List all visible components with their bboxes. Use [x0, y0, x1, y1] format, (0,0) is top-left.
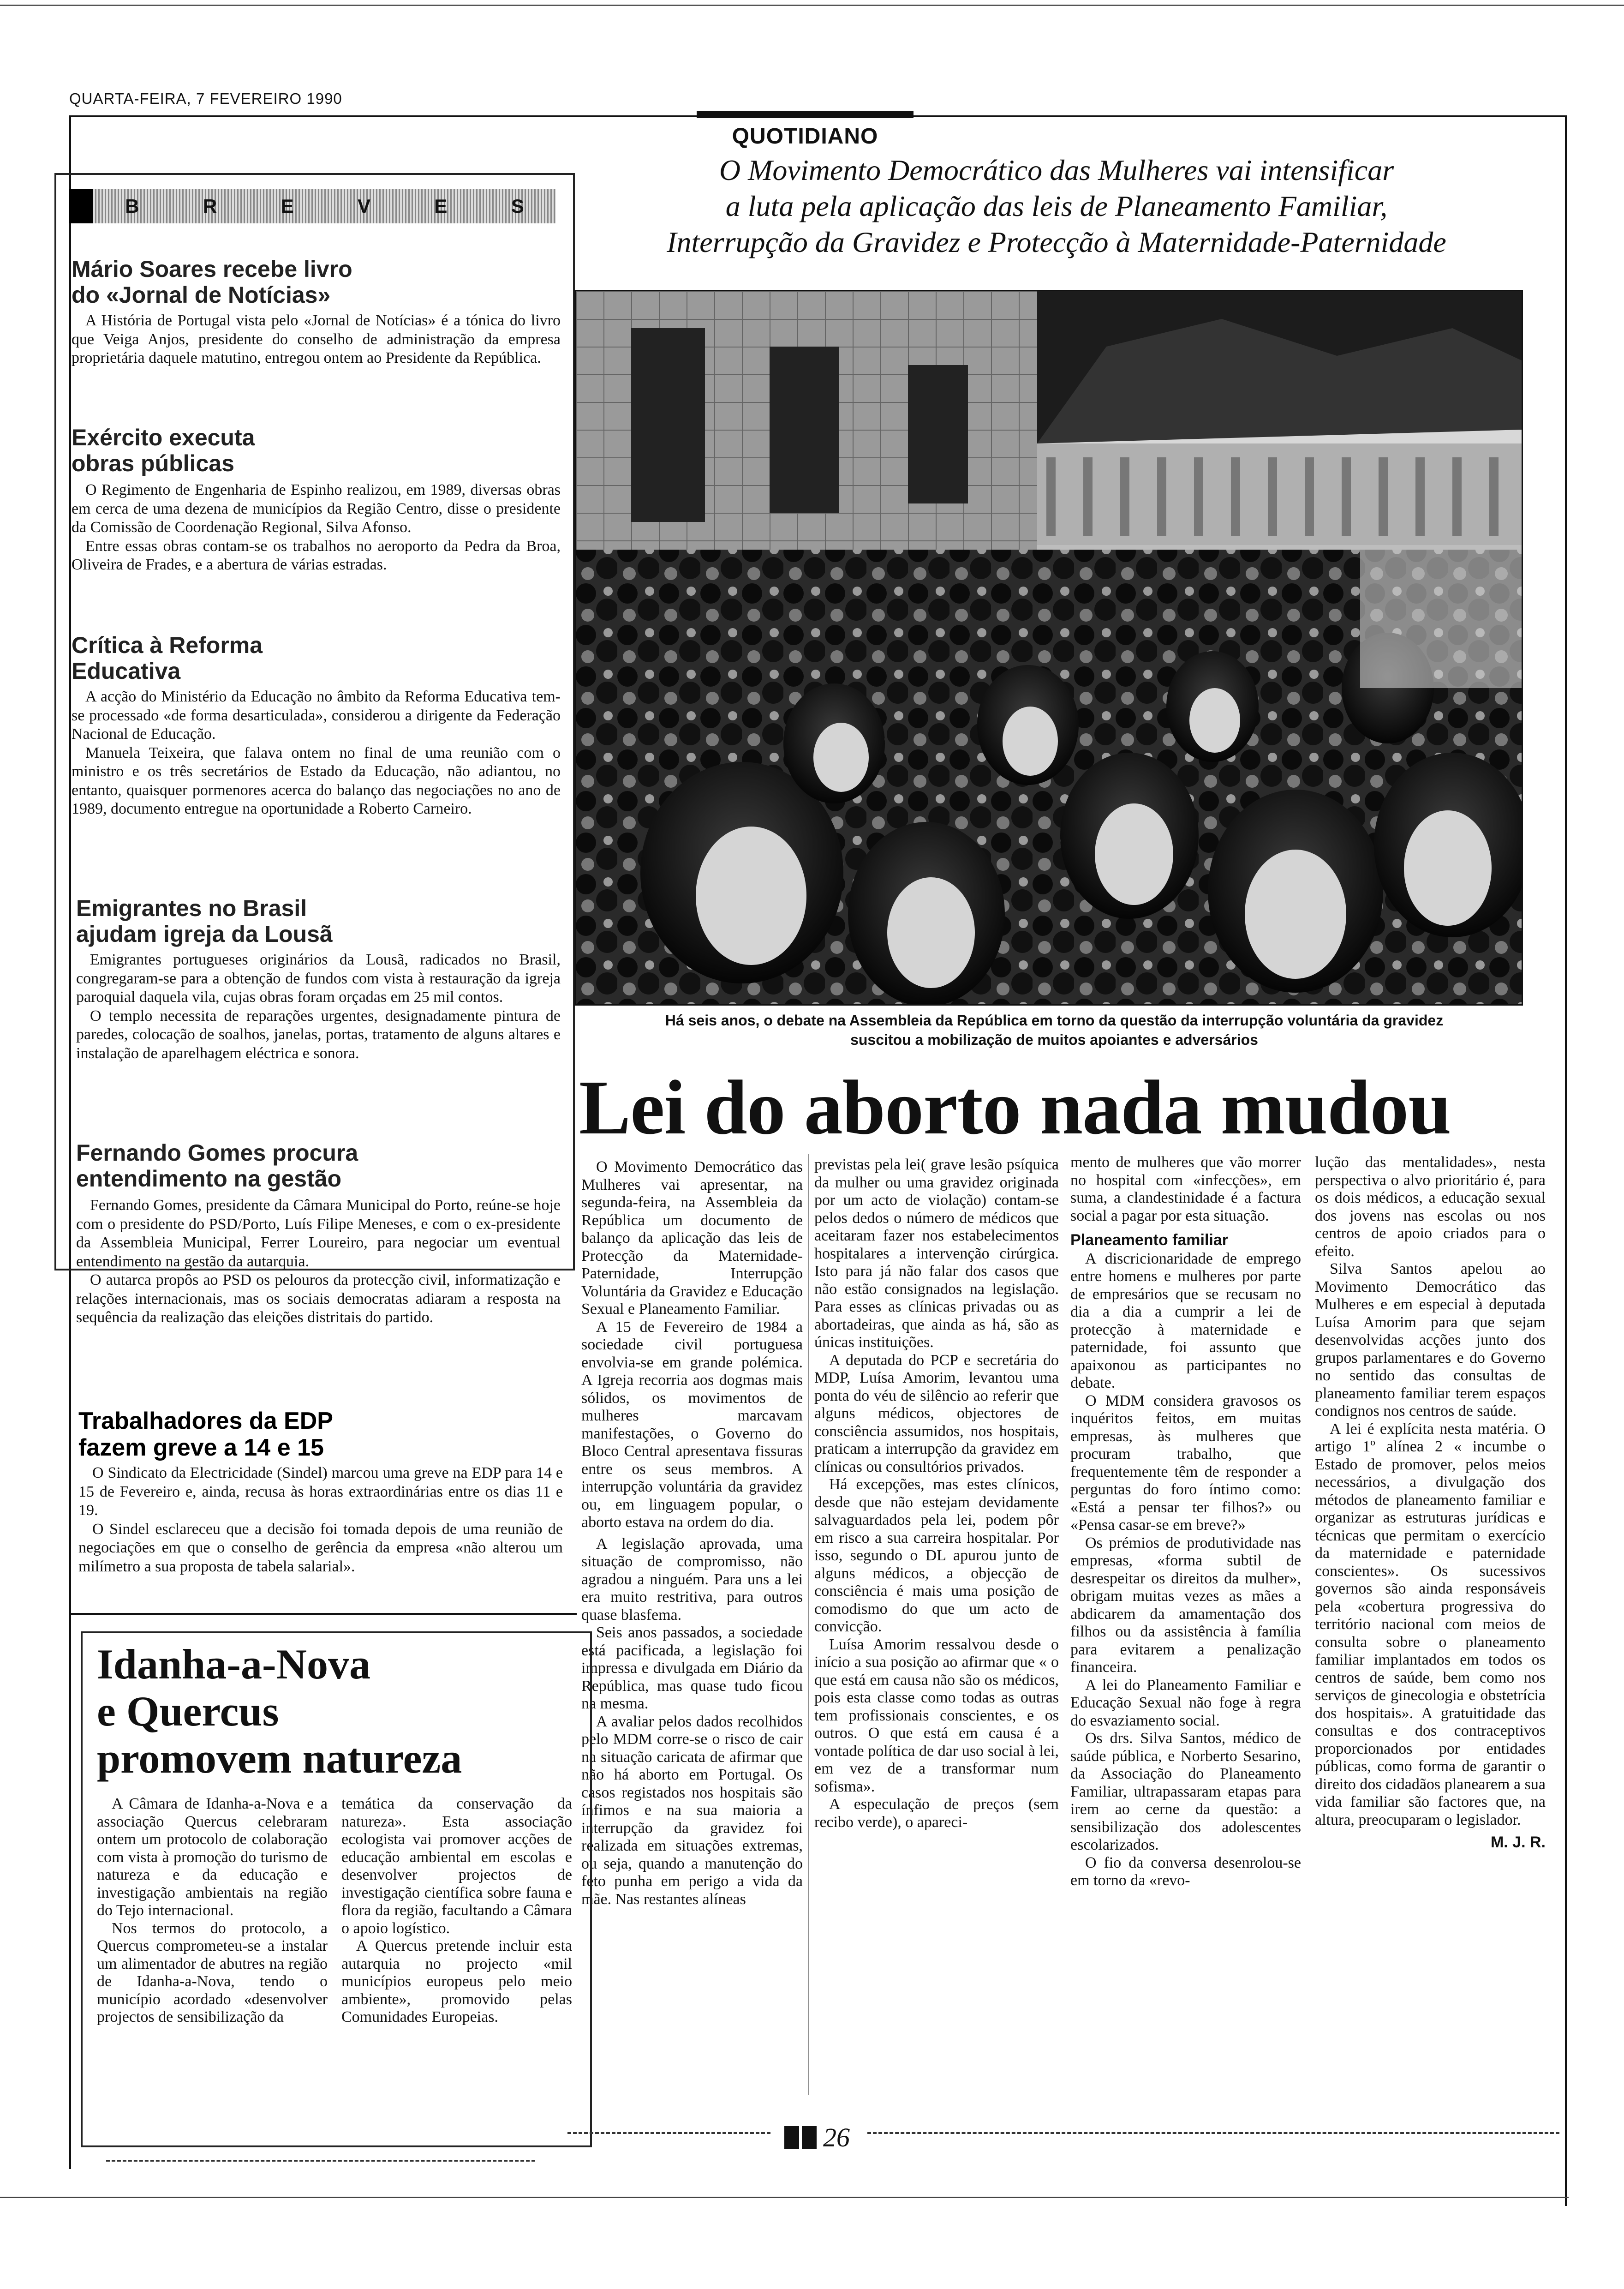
page-number: 26	[823, 2122, 850, 2152]
article-paragraph: previstas pela lei( grave lesão psíquica da mulher ou uma gravidez originada por um acto de violação) contam-se pelos dedos o número de médicos que aceitaram fazer nos estabelecimentos hospitalares a intervenção cirúrgica. Isto para já não falar dos casos que não estão consignados na legislação. Para esses as clínicas privadas ou as abortadeiras, que ainda as há, são as únicas instituições.	[814, 1156, 1059, 1351]
breve-title	[72, 632, 561, 684]
article-paragraph: A lei do Planeamento Familiar e Educação Sexual não foge à regra do esvaziamento social.	[1070, 1676, 1301, 1729]
article-paragraph: Silva Santos apelou ao Movimento Democrático das Mulheres e em especial à deputada Luísa Amorim para que sejam desenvolvidas acções junto dos grupos parlamentares e do Governo no sentido das consultas de planeamento familiar terem espaços condignos nos centros de saúde.	[1315, 1260, 1546, 1420]
breves-letter: R	[203, 195, 217, 217]
idanha-paragraph: temática da conservação da natureza». Esta associação ecologista vai promover acções de educação ambiental em escolas e desenvolver projectos de investigação científica sobre fauna e flora da região, facultando a Câmara o apoio logístico.	[341, 1795, 572, 1937]
breve-title	[76, 895, 561, 947]
deck-line-3: Interrupção da Gravidez e Protecção à Maternidade-Paternidade	[667, 226, 1446, 258]
breve-paragraph: A acção do Ministério da Educação no âmbito da Reforma Educativa tem-se processado «de forma desarticulada», considerou a dirigente da Federação Nacional de Educação.	[72, 688, 561, 743]
footer-dashes-right	[867, 2132, 1559, 2134]
breve-paragraph: A História de Portugal vista pelo «Jornal de Notícias» é a tónica do livro que Veiga Anjos, presidente do conselho de administração da empresa proprietária daquele matutino, entregou ontem ao Presidente da República.	[72, 312, 561, 366]
idanha-headline-line: Idanha-a-Nova	[97, 1641, 371, 1688]
breve-paragraph: Entre essas obras contam-se os trabalhos no aeroporto da Pedra da Broa, Oliveira de Frades, e a abertura de várias estradas.	[72, 537, 561, 573]
breve-title-line: Trabalhadores da EDP	[78, 1408, 333, 1434]
breve-paragraph: Emigrantes portugueses originários da Lousã, radicados no Brasil, congregaram-se para a obtenção de fundos com vista à restauração da igreja paroquial daquela vila, cujas obras foram orçadas em 25 mil contos.	[76, 951, 561, 1006]
dateline: QUARTA-FEIRA, 7 FEVEREIRO 1990	[69, 90, 342, 107]
breve-title	[72, 256, 561, 308]
article-column-3	[1070, 1154, 1301, 1890]
article-paragraph: Os drs. Silva Santos, médico de saúde pública, e Norberto Sesarino, da Associação do Planeamento Familiar, ultrapassaram etapas para irem ao cerne da questão: a sensibilização dos adolescentes escolarizados.	[1070, 1730, 1301, 1853]
breve-body	[72, 312, 561, 368]
article-subhead: Planeamento familiar	[1070, 1231, 1229, 1249]
deck-line-1: O Movimento Democrático das Mulheres vai intensificar	[719, 154, 1394, 186]
article-paragraph: A lei é explícita nesta matéria. O artigo 1º alínea 2 « incumbe o Estado de promover, pelos meios necessários, a divulgação dos métodos de planeamento familiar e organizar as estruturas jurídicas e técnicas que permitam o exercício da maternidade e paternidade conscientes». Os sucessivos governos são ainda responsáveis pela «cobertura progressiva do território nacional com meios de consulta sobre o planeamento familiar implantados em todos os centros de saúde, bem como nos serviços de ginecologia e obstetrícia dos hospitais». A gratuitidade das consultas e dos contraceptivos proporcionados por entidades públicas, como forma de garantir o direito dos cidadãos planearem a sua vida familiar são factores que, na altura, preocuparam o legislador.	[1315, 1420, 1546, 1828]
article-paragraph: Há excepções, mas estes clínicos, desde que não estejam devidamente salvaguardados pela lei, podem pôr em risco a sua carreira hospitalar. Por isso, segundo o DL apurou junto de alguns médicos, a objecção de consciência é mais uma posição de comodismo do que um acto de convicção.	[814, 1476, 1059, 1635]
article-column-4	[1315, 1154, 1546, 1852]
article-paragraph: lução das mentalidades», nesta perspectiva o alvo prioritário é, para os dois médicos, a educação sexual dos jovens nas escolas ou nos centros de apoio criados para o efeito.	[1315, 1154, 1546, 1260]
article-paragraph: O fio da conversa desenrolou-se em torno da «revo-	[1070, 1854, 1301, 1889]
breve-title	[76, 1140, 561, 1192]
article-paragraph: A avaliar pelos dados recolhidos pelo MDM corre-se o risco de cair na situação caricata de afirmar que não há aborto em Portugal. Os casos registados nos hospitais são ínfimos e na sua maioria a interrupção da gravidez foi realizada em situações extremas, ou seja, quando a manutenção do feto punha em perigo a vida da mãe. Nas restantes alíneas	[581, 1713, 803, 1908]
article-paragraph: O Movimento Democrático das Mulheres vai apresentar, na segunda-feira, na Assembleia da República um documento de balanço da aplicação das leis de Protecção da Maternidade-Paternidade, Interrupção Voluntária da Gravidez e Educação Sexual e Planeamento Familiar.	[581, 1158, 803, 1318]
crowd-photo-illustration	[576, 291, 1522, 1004]
bottom-rule	[0, 2197, 1569, 2198]
deck	[581, 152, 1532, 260]
breve-paragraph: Fernando Gomes, presidente da Câmara Municipal do Porto, reúne-se hoje com o presidente do PSD/Porto, Luís Filipe Meneses, e com o ex-presidente da Assembleia Municipal, Ferrer Loureiro, para negociar um eventual entendimento na gestão da autarquia.	[76, 1197, 561, 1270]
breve-body	[78, 1464, 563, 1576]
breves-bottom-rule	[69, 1613, 577, 1615]
breve-title-line: do «Jornal de Notícias»	[72, 282, 331, 308]
breves-letter: E	[281, 195, 294, 217]
article-paragraph: Os prémios de produtividade nas empresas, «forma subtil de desrespeitar os direitos da mulher», obrigam muitas vezes as mães a abdicarem da amamentação dos filhos ou da assistência à família para evitarem a penalização financeira.	[1070, 1534, 1301, 1676]
breve-title-line: Mário Soares recebe livro	[72, 256, 352, 282]
deck-line-2: a luta pela aplicação das leis de Planeamento Familiar,	[725, 190, 1388, 222]
main-headline: Lei do aborto nada mudou	[579, 1065, 1451, 1150]
breve-paragraph: O templo necessita de reparações urgentes, designadamente pintura de paredes, colocação de soalhos, janelas, portas, tratamento de alguns altares e instalação de aparelhagem eléctrica e sonora.	[76, 1007, 561, 1062]
breve-title-line: entendimento na gestão	[76, 1166, 342, 1192]
section-label-text: QUOTIDIANO	[732, 124, 878, 149]
idanha-headline-line: promovem natureza	[97, 1735, 462, 1782]
breve-title-line: Crítica à Reforma	[72, 632, 263, 658]
breve-paragraph: Manuela Teixeira, que falava ontem no final de uma reunião com o ministro e os três secretários de Estado da Educação, não adiantou, no entanto, quaisquer pormenores acerca do balanço das negociações no ano de 1989, documento entregue na oportunidade a Roberto Carneiro.	[72, 744, 561, 817]
idanha-column-2	[341, 1795, 572, 2026]
breve-title-line: Emigrantes no Brasil	[76, 895, 307, 921]
header-rule-right	[914, 115, 1566, 117]
breves-letter: B	[125, 195, 139, 217]
idanha-headline-line: e Quercus	[97, 1688, 279, 1735]
breve-title-line: ajudam igreja da Lousã	[76, 921, 333, 947]
photo-caption-line: Há seis anos, o debate na Assembleia da República em torno da questão da interrupção voluntária da gravidez	[665, 1012, 1444, 1029]
column-divider	[808, 1154, 809, 2095]
article-paragraph: A especulação de preços (sem recibo verde), o apareci-	[814, 1796, 1059, 1831]
article-paragraph: A legislação aprovada, uma situação de compromisso, não agradou a ninguém. Para uns a lei era muito restritiva, para outros quase blasfema.	[581, 1535, 803, 1624]
dl-logo-icon	[784, 2126, 799, 2149]
photo-caption-line: suscitou a mobilização de muitos apoiantes e adversários	[850, 1031, 1258, 1048]
footer-dashes-left	[106, 2160, 535, 2162]
article-column-2	[814, 1156, 1059, 1831]
breve-title-line: Fernando Gomes procura	[76, 1140, 358, 1166]
article-paragraph: O MDM considera gravosos os inquéritos feitos, em muitas empresas, às mulheres que procuram trabalho, que frequentemente têm de responder a perguntas do foro íntimo como: «Está a pensar ter filhos?» ou «Pensa casar-se em breve?»	[1070, 1392, 1301, 1534]
idanha-paragraph: Nos termos do protocolo, a Quercus comprometeu-se a instalar um alimentador de abutres na região de Idanha-a-Nova, tendo o município acordado «desenvolver projectos de sensibilização da	[97, 1919, 328, 2025]
breve-body	[76, 951, 561, 1063]
breve-paragraph: O Sindel esclareceu que a decisão foi tomada depois de uma reunião de negociações em que o conselho de gerência da empresa «não alterou um milímetro a sua proposta de tabela salarial».	[78, 1520, 563, 1575]
breves-letter: V	[358, 195, 371, 217]
breves-letters	[93, 195, 556, 217]
article-column-1	[581, 1158, 803, 1908]
article-paragraph: mento de mulheres que vão morrer no hospital com «infecções», em suma, a clandestinidade é a factura social a pagar por esta situação.	[1070, 1154, 1301, 1224]
idanha-paragraph: A Quercus pretende incluir esta autarquia no projecto «mil municípios europeus pelo meio ambiente», promovido pelas Comunidades Europeias.	[341, 1937, 572, 2025]
article-paragraph: A deputada do PCP e secretária do MDP, Luísa Amorim, levantou uma ponta do véu de silêncio ao referir que alguns médicos, objectores de consciência assumidos, nos hospitais, praticam a interrupção da gravidez em clínicas ou consultórios privados.	[814, 1351, 1059, 1475]
footer-dashes-mid	[567, 2132, 770, 2134]
footer-page-marker	[784, 2122, 850, 2153]
breve-paragraph: O Sindicato da Electricidade (Sindel) marcou uma greve na EDP para 14 e 15 de Fevereiro e, ainda, recusa às horas extraordinárias entre os dias 11 e 19.	[78, 1464, 563, 1519]
news-photo-crowd	[574, 290, 1523, 1006]
top-rule	[0, 5, 1624, 6]
breve-paragraph: O Regimento de Engenharia de Espinho realizou, em 1989, diversas obras em cerca de uma dezena de municípios da Região Centro, disse o presidente da Comissão de Coordenação Regional, Silva Afonso.	[72, 481, 561, 536]
idanha-paragraph: A Câmara de Idanha-a-Nova e a associação Quercus celebraram ontem um protocolo de colaboração com vista à promoção do turismo de natureza e da educação e investigação ambientais na região do Tejo internacional.	[97, 1795, 328, 1919]
breve-title	[78, 1408, 563, 1461]
breve-title-line: obras públicas	[72, 450, 234, 476]
breve-title-line: fazem greve a 14 e 15	[78, 1434, 324, 1461]
breve-title-line: Exército executa	[72, 425, 255, 450]
breve-title-line: Educativa	[72, 658, 181, 684]
article-paragraph: A discricionaridade de emprego entre homens e mulheres por parte de empresários que se recusam no dia a dia a cumprir a lei de protecção à maternidade e paternidade, foi assunto que apaixonou as participantes no debate.	[1070, 1250, 1301, 1391]
page-right-rule	[1565, 115, 1567, 2206]
breve-title	[72, 425, 561, 476]
idanha-headline	[97, 1641, 581, 1782]
breves-block-mark	[69, 189, 93, 223]
breves-label	[69, 189, 556, 223]
dl-logo-icon	[802, 2126, 817, 2149]
breves-letter: E	[434, 195, 448, 217]
article-paragraph: Luísa Amorim ressalvou desde o início a sua posição ao afirmar que « o que está em causa não são os médicos, pois esta classe como todas as outras tem profissionais conscientes, e os outros. O que está em causa é a vontade política de dar uso social à lei, em vez de a transformar num sofisma».	[814, 1636, 1059, 1795]
header-rule-left	[69, 115, 697, 117]
article-paragraph: Seis anos passados, a sociedade está pacificada, a legislação foi impressa e divulgada em Diário da República, mas quase tudo ficou na mesma.	[581, 1624, 803, 1712]
article-signature: M. J. R.	[1490, 1834, 1546, 1851]
photo-caption	[586, 1011, 1522, 1049]
breve-paragraph: O autarca propôs ao PSD os pelouros da protecção civil, informatização e relações internacionais, mas os sociais democratas adiaram a resposta na sequência da realização das eleições distritais do partido.	[76, 1271, 561, 1326]
idanha-column-1	[97, 1795, 328, 2026]
article-paragraph: A 15 de Fevereiro de 1984 a sociedade civil portuguesa envolvia-se em grande polémica. A Igreja recorria aos dogmas mais sólidos, os movimentos de mulheres marcavam manifestações, o Governo do Bloco Central apresentava fissuras entre os seus membros. A interrupção voluntária da gravidez ou, em linguagem popular, o aborto estava na ordem do dia.	[581, 1318, 803, 1531]
breve-body	[72, 688, 561, 819]
breve-body	[76, 1196, 561, 1327]
breves-letter: S	[511, 195, 524, 217]
breve-body	[72, 481, 561, 575]
